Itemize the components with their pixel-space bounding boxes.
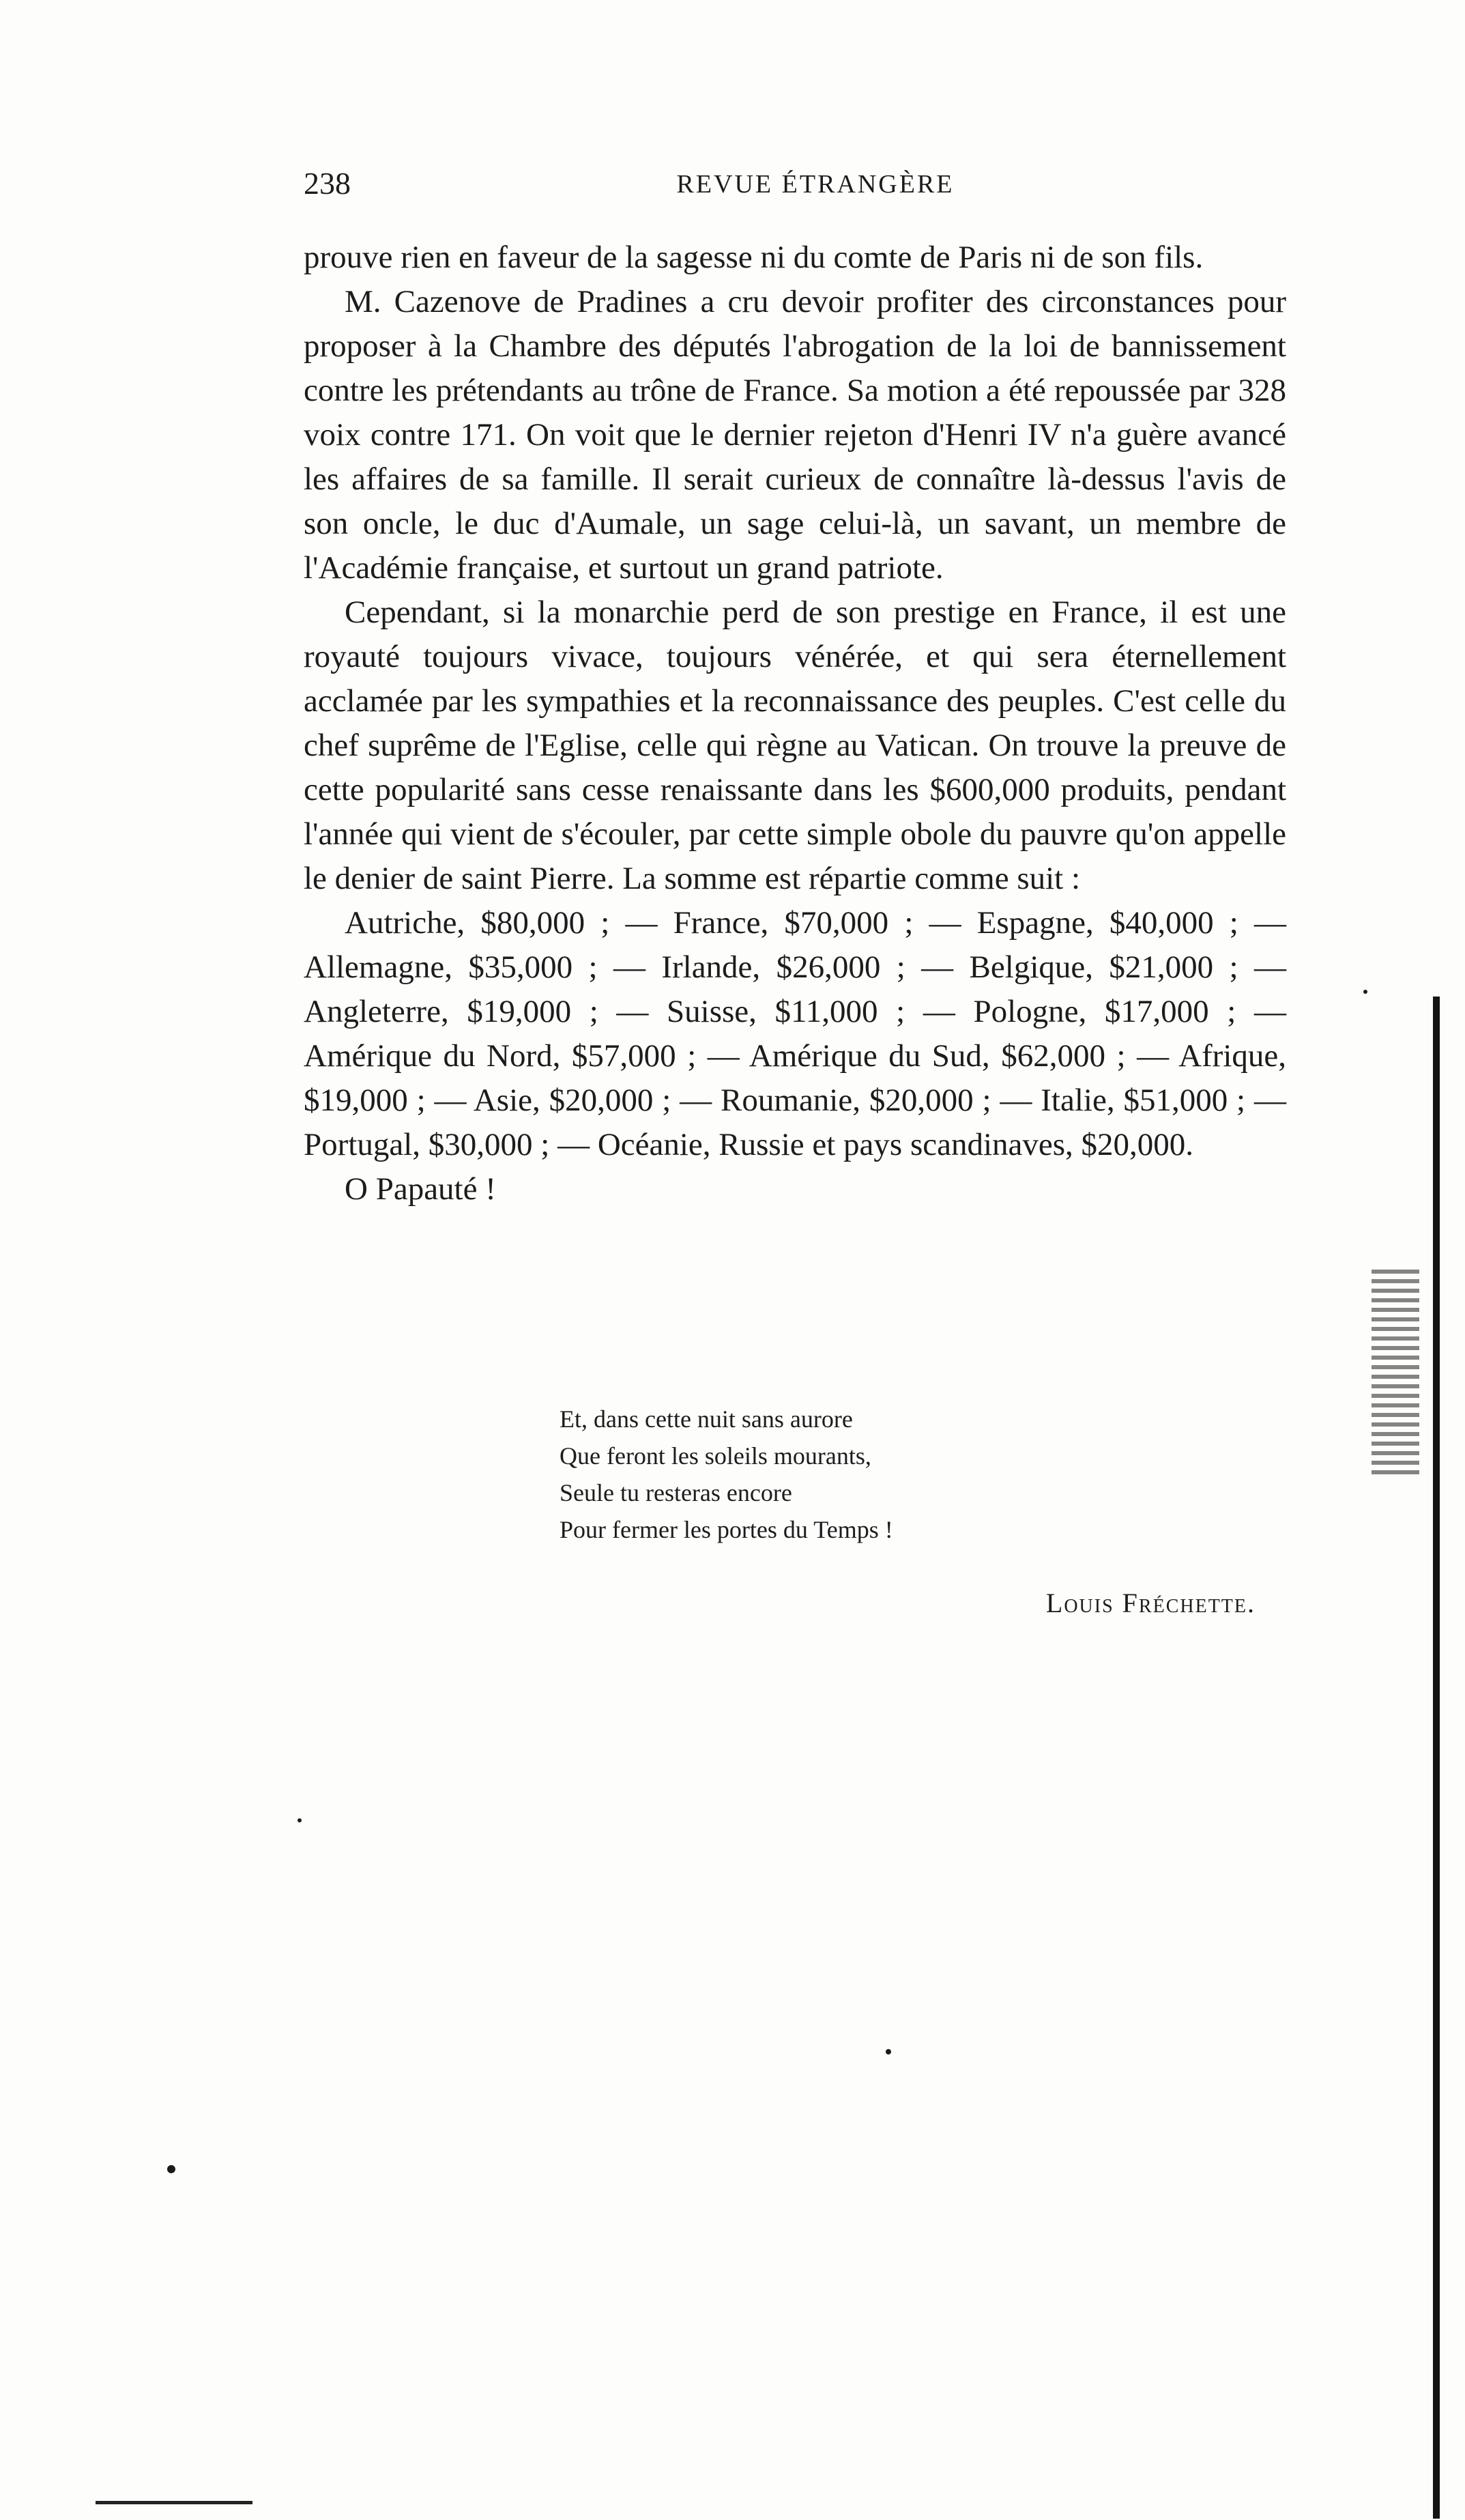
- paragraph-continued: prouve rien en faveur de la sagesse ni du comte de Paris ni de son fils.: [304, 240, 1204, 275]
- exclamation: O Papauté !: [345, 1171, 496, 1207]
- country-contributions: Autriche, $80,000 ; — France, $70,000 ; — Espagne, $40,000 ; — Allemagne, $35,000 ; — Irlande, $26,000 ; — Belgique, $21,000 ; — Angleterre, $19,000 ; — Suisse, $11,000 ; — Pologne, $17,000 ; — Amérique du Nord, $57,000 ; — Amérique du Sud, $62,000 ; — Afrique, $19,000 ; — Asie, $20,000 ; — Roumanie, $20,000 ; — Italie, $51,000 ; — Portugal, $30,000 ; — Océanie, Russie et pays scandinaves, $20,000.: [304, 905, 1286, 1162]
- scan-edge-line: [96, 2501, 252, 2504]
- ink-speck: [886, 2049, 891, 2054]
- body-text: [304, 235, 1286, 1212]
- poem-line: Et, dans cette nuit sans aurore: [560, 1405, 853, 1433]
- page-number: 238: [304, 166, 351, 201]
- page-header: [304, 165, 1286, 206]
- ink-speck: [167, 2165, 175, 2173]
- paragraph-vatican: Cependant, si la monarchie perd de son prestige en France, il est une royauté toujours vivace, toujours vénérée, et qui sera éternellement acclamée par les sympathies et la reconnaissance des peuples. C'est celle du chef suprême de l'Eglise, celle qui règne au Vatican. On trouve la preuve de cette popularité sans cesse renaissante dans les $600,000 produits, pendant l'année qui vient de s'écouler, par cette simple obole du pauvre qu'on appelle le denier de saint Pierre. La somme est répartie comme suit :: [304, 595, 1286, 896]
- scan-edge-bar: [1433, 997, 1440, 2519]
- author-signature: Louis Fréchette.: [1045, 1588, 1256, 1618]
- poem-line: Pour fermer les portes du Temps !: [560, 1516, 893, 1543]
- paragraph-pradines: M. Cazenove de Pradines a cru devoir profiter des circonstances pour proposer à la Chambre des députés l'abrogation de la loi de bannissement contre les prétendants au trône de France. Sa motion a été repoussée par 328 voix contre 171. On voit que le dernier rejeton d'Henri IV n'a guère avancé les affaires de sa famille. Il serait curieux de connaître là-dessus l'avis de son oncle, le duc d'Aumale, un sage celui-là, un savant, un membre de l'Académie française, et surtout un grand patriote.: [304, 284, 1286, 586]
- ink-speck: [1363, 990, 1367, 994]
- poem-line: Que feront les soleils mourants,: [560, 1442, 871, 1470]
- poem-stanza: [560, 1401, 1174, 1548]
- ink-speck: [298, 1818, 302, 1822]
- scan-smudge: [1372, 1270, 1419, 1474]
- running-head: REVUE ÉTRANGÈRE: [676, 170, 955, 199]
- poem-line: Seule tu resteras encore: [560, 1479, 792, 1506]
